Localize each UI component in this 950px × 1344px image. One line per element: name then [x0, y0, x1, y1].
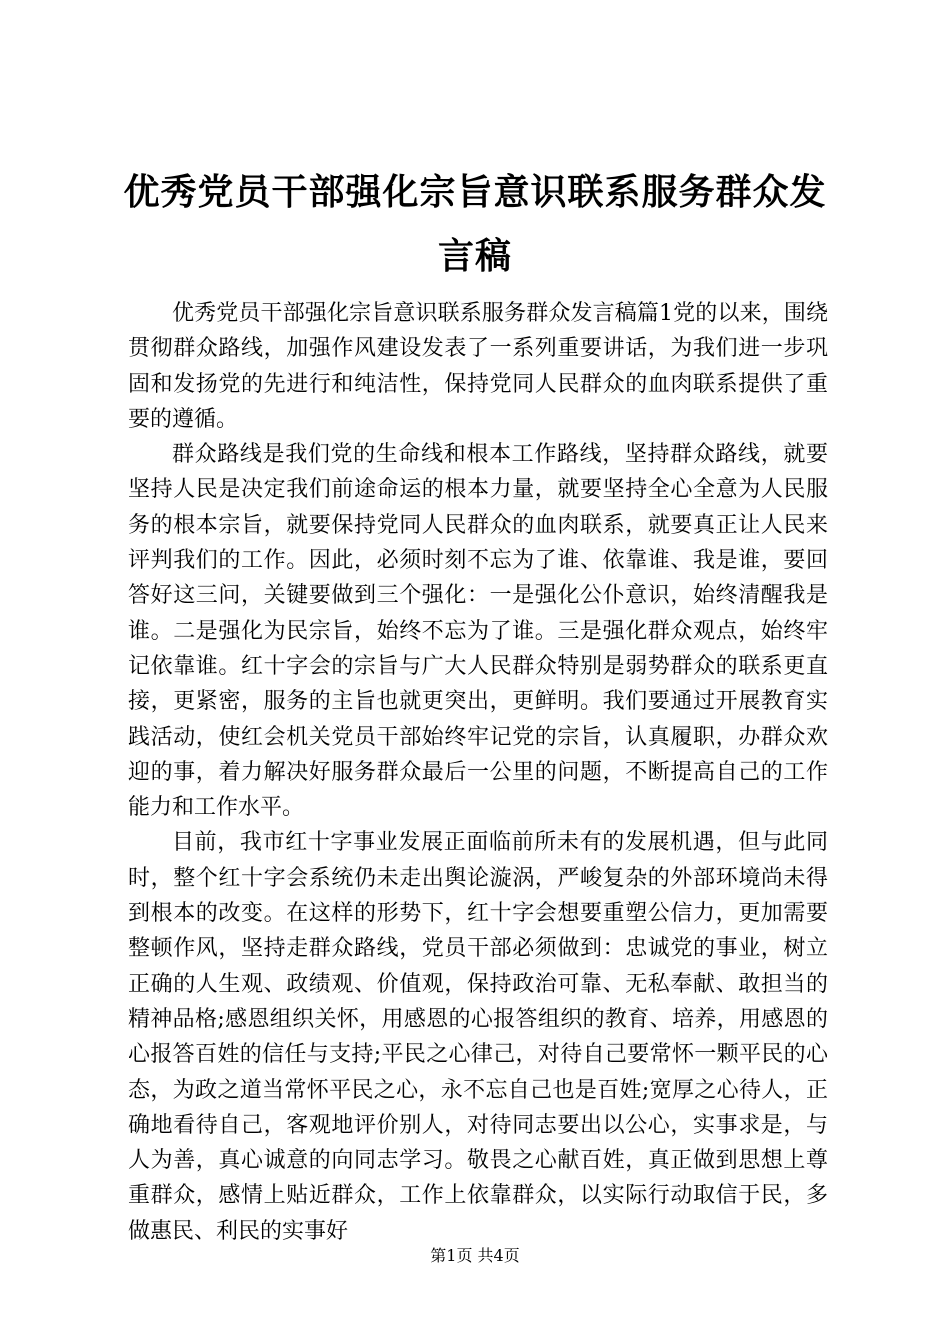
- page-title: 优秀党员干部强化宗旨意识联系服务群众发言稿: [123, 171, 827, 277]
- page-number-footer: 第1页 共4页: [430, 1246, 520, 1265]
- paragraph-3: 目前，我市红十字事业发展正面临前所未有的发展机遇，但与此同时，整个红十字会系统仍未走出舆论漩涡，严峻复杂的外部环境尚未得到根本的改变。在这样的形势下，红十字会想要重塑公信力，更加需要整顿作风，坚持走群众路线，党员干部必须做到：忠诚党的事业，树立正确的人生观、政绩观、价值观，保持政治可靠、无私奉献、敢担当的精神品格;感恩组织关怀，用感恩的心报答组织的教育、培养，用感恩的心报答百姓的信任与支持;平民之心律己，对待自己要常怀一颗平民的心态，为政之道当常怀平民之心，永不忘自己也是百姓;宽厚之心待人，正确地看待自己，客观地评价别人，对待同志要出以公心，实事求是，与人为善，真心诚意的向同志学习。敬畏之心献百姓，真正做到思想上尊重群众，感情上贴近群众，工作上依靠群众，以实际行动取信于民，多做惠民、利民的实事好: [128, 830, 828, 1244]
- paragraph-1: 优秀党员干部强化宗旨意识联系服务群众发言稿篇1党的以来，围绕贯彻群众路线，加强作风建设发表了一系列重要讲话，为我们进一步巩固和发扬党的先进行和纯洁性，保持党同人民群众的血肉联系提供了重要的遵循。: [128, 301, 828, 432]
- paragraph-2: 群众路线是我们党的生命线和根本工作路线，坚持群众路线，就要坚持人民是决定我们前途命运的根本力量，就要坚持全心全意为人民服务的根本宗旨，就要保持党同人民群众的血肉联系，就要真正让人民来评判我们的工作。因此，必须时刻不忘为了谁、依靠谁、我是谁，要回答好这三问，关键要做到三个强化：一是强化公仆意识，始终清醒我是谁。二是强化为民宗旨，始终不忘为了谁。三是强化群众观点，始终牢记依靠谁。红十字会的宗旨与广大人民群众特别是弱势群众的联系更直接，更紧密，服务的主旨也就更突出，更鲜明。我们要通过开展教育实践活动，使红会机关党员干部始终牢记党的宗旨，认真履职，办群众欢迎的事，着力解决好服务群众最后一公里的问题，不断提高自己的工作能力和工作水平。: [128, 442, 828, 821]
- document-body: [128, 296, 828, 1249]
